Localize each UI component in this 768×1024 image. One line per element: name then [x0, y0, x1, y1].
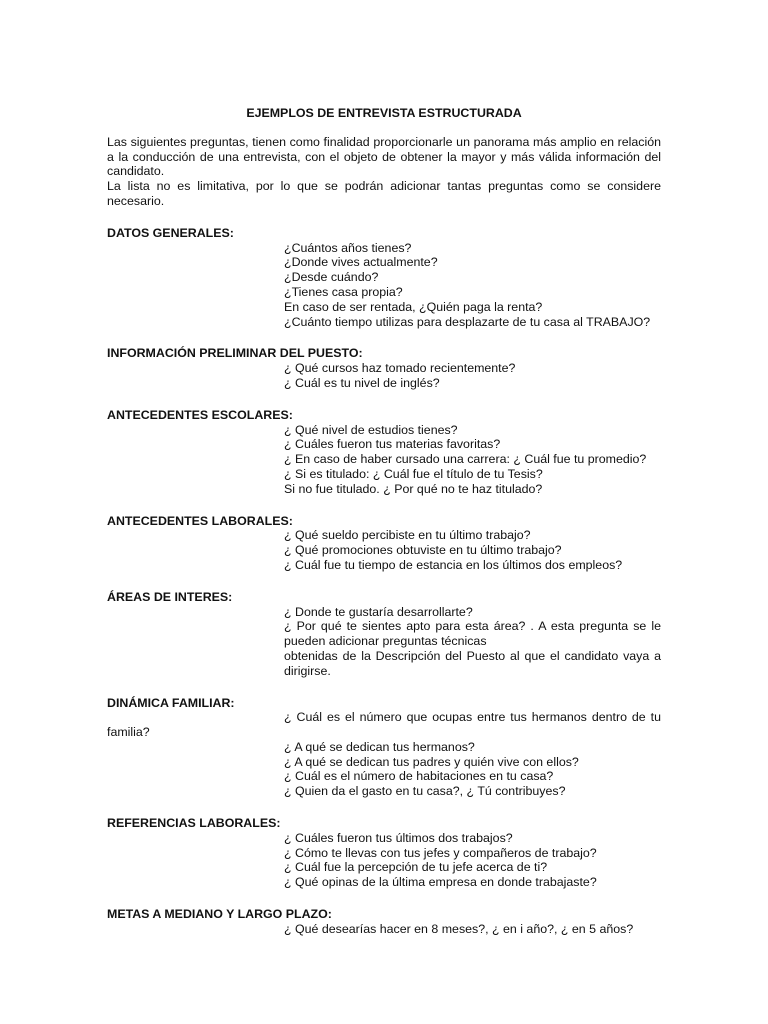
question-item: obtenidas de la Descripción del Puesto al que el candidato vaya a dirigirse. — [284, 648, 661, 678]
question-item: ¿ En caso de haber cursado una carrera: ¿ Cuál fue tu promedio? — [284, 452, 647, 467]
question-item: ¿ Qué nivel de estudios tienes? — [284, 422, 458, 437]
question-list — [284, 710, 661, 725]
question-item: ¿Tienes casa propia? — [284, 284, 403, 299]
question-item: ¿ A qué se dedican tus padres y quién vive con ellos? — [284, 754, 579, 769]
question-item: ¿ Cuál fue la percepción de tu jefe acerca de ti? — [284, 860, 548, 875]
question-list — [284, 423, 661, 497]
section-antecedentes-escolares — [107, 408, 661, 497]
question-list — [284, 922, 661, 937]
question-item: ¿ Quien da el gasto en tu casa?, ¿ Tú contribuyes? — [284, 784, 566, 799]
section-heading: DINÁMICA FAMILIAR: — [107, 695, 235, 710]
question-item: ¿ Qué cursos haz tomado recientemente? — [284, 361, 516, 376]
section-heading: ANTECEDENTES ESCOLARES: — [107, 407, 293, 422]
question-item: ¿ Qué sueldo percibiste en tu último trabajo? — [284, 528, 531, 543]
section-heading: ANTECEDENTES LABORALES: — [107, 513, 293, 528]
question-item: ¿ Cuáles fueron tus materias favoritas? — [284, 437, 501, 452]
question-list — [284, 831, 661, 890]
question-list — [284, 605, 661, 679]
intro-paragraph-2: La lista no es limitativa, por lo que se podrán adicionar tantas preguntas como se considere necesario. — [107, 179, 661, 208]
section-metas — [107, 907, 661, 937]
question-item: ¿ Si es titulado: ¿ Cuál fue el título de tu Tesis? — [284, 466, 543, 481]
question-item: ¿ Qué opinas de la última empresa en donde trabajaste? — [284, 875, 597, 890]
question-list — [284, 241, 661, 330]
question-list — [284, 740, 661, 799]
question-item: ¿Cuánto tiempo utilizas para desplazarte de tu casa al TRABAJO? — [284, 314, 651, 329]
section-heading: METAS A MEDIANO Y LARGO PLAZO: — [107, 907, 332, 922]
question-item: ¿Donde vives actualmente? — [284, 255, 438, 270]
section-heading: REFERENCIAS LABORALES: — [107, 816, 281, 831]
question-item: ¿ Cuál es el número que ocupas entre tus hermanos dentro de tu — [284, 710, 661, 725]
question-item: ¿ Por qué te sientes apto para esta área? . A esta pregunta se le pueden adicionar preguntas técnicas — [284, 619, 661, 649]
question-list — [284, 361, 661, 391]
section-referencias-laborales — [107, 816, 661, 890]
section-heading: DATOS GENERALES: — [107, 225, 234, 240]
document-page — [107, 106, 661, 937]
question-item: ¿Desde cuándo? — [284, 270, 379, 285]
question-item-overflow: familia? — [107, 725, 150, 740]
question-item: ¿ Cuál es tu nivel de inglés? — [284, 375, 440, 390]
question-item: ¿Cuántos años tienes? — [284, 240, 412, 255]
section-areas-de-interes — [107, 590, 661, 679]
question-item: ¿ Cuál fue tu tiempo de estancia en los últimos dos empleos? — [284, 557, 623, 572]
section-antecedentes-laborales — [107, 514, 661, 573]
question-item: Si no fue titulado. ¿ Por qué no te haz titulado? — [284, 481, 543, 496]
question-item: ¿ Qué promociones obtuviste en tu último trabajo? — [284, 543, 562, 558]
section-heading: INFORMACIÓN PRELIMINAR DEL PUESTO: — [107, 346, 363, 361]
question-item: ¿ Cuál es el número de habitaciones en tu casa? — [284, 769, 554, 784]
question-list — [284, 528, 661, 572]
intro-paragraph-1: Las siguientes preguntas, tienen como finalidad proporcionarle un panorama más amplio en relación a la conducción de una entrevista, con el objeto de obtener la mayor y más válida información del candidato. — [107, 134, 661, 179]
section-heading: ÁREAS DE INTERES: — [107, 589, 233, 604]
question-item: ¿ Donde te gustaría desarrollarte? — [284, 604, 473, 619]
document-title: EJEMPLOS DE ENTREVISTA ESTRUCTURADA — [246, 106, 522, 120]
question-item: ¿ Qué desearías hacer en 8 meses?, ¿ en i año?, ¿ en 5 años? — [284, 921, 634, 936]
section-datos-generales — [107, 226, 661, 330]
intro-block — [107, 135, 661, 209]
question-item: En caso de ser rentada, ¿Quién paga la renta? — [284, 299, 543, 314]
question-item: ¿ A qué se dedican tus hermanos? — [284, 739, 475, 754]
section-dinamica-familiar — [107, 696, 661, 800]
question-item: ¿ Cuáles fueron tus últimos dos trabajos? — [284, 830, 513, 845]
question-item: ¿ Cómo te llevas con tus jefes y compañeros de trabajo? — [284, 845, 597, 860]
section-informacion-preliminar — [107, 346, 661, 390]
